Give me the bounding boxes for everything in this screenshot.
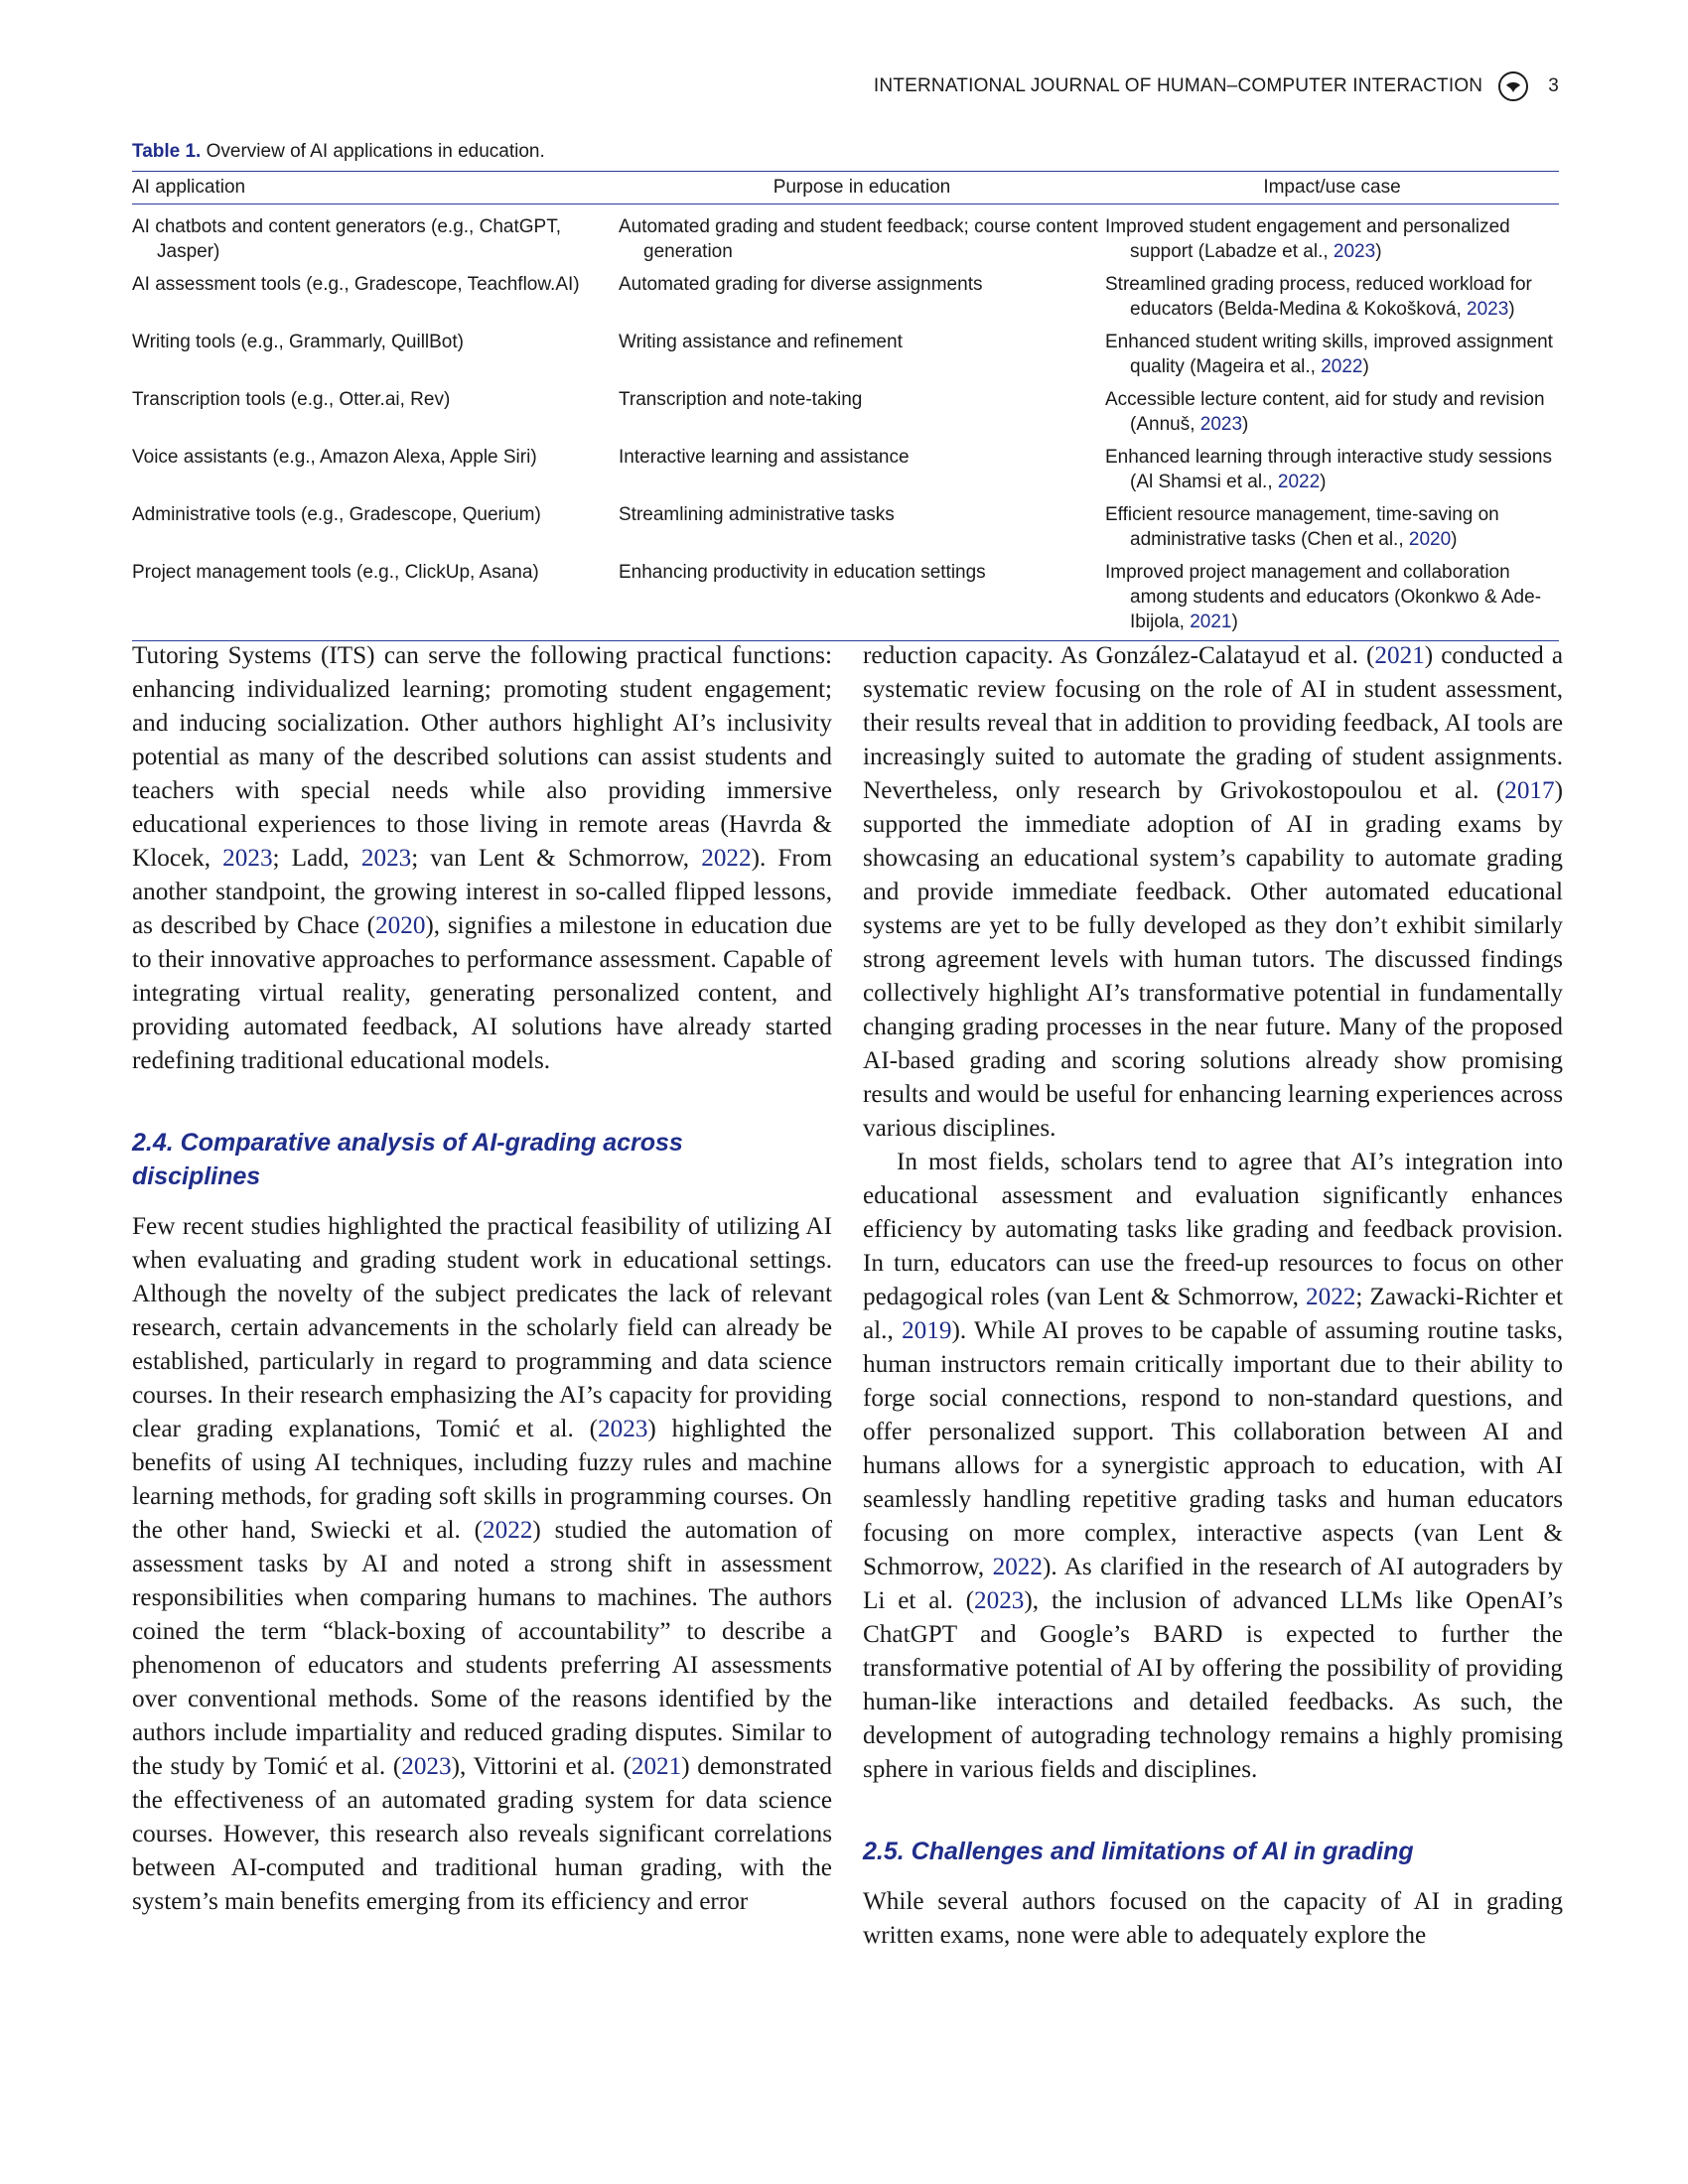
column-header: Impact/use case <box>1105 172 1559 205</box>
text-run: ), Vittorini et al. ( <box>451 1753 632 1780</box>
journal-logo-icon <box>1498 71 1528 101</box>
cell-application: Project management tools (e.g., ClickUp, Asana) <box>132 554 619 641</box>
journal-name: INTERNATIONAL JOURNAL OF HUMAN–COMPUTER INTERACTION <box>873 75 1483 96</box>
citation-link[interactable]: 2022 <box>701 845 752 872</box>
citation-link[interactable]: 2022 <box>1306 1284 1356 1310</box>
right-column <box>863 639 1563 1953</box>
text-run: Few recent studies highlighted the practical feasibility of utilizing AI when evaluating and grading student work in educational settings. Although the novelty of the subject predicates the lack of relevant research, certain advancements in the scholarly field can already be established, particularly in regard to programming and data science courses. In their research emphasizing the AI’s capacity for providing clear grading explanations, Tomić et al. ( <box>132 1213 832 1442</box>
text-run: ). While AI proves to be capable of assuming routine tasks, human instructors remain critically important due to their ability to forge social connections, respond to non-standard questions, and offer personalized support. This collaboration between AI and humans allows for a synergistic approach to education, with AI seamlessly handling repetitive grading tasks and human educators focusing on more complex, interactive aspects (van Lent & Schmorrow, <box>863 1317 1563 1580</box>
citation-link[interactable]: 2021 <box>1374 642 1425 669</box>
table-row <box>132 205 1559 267</box>
citation-link[interactable]: 2023 <box>974 1587 1025 1614</box>
table-1 <box>132 141 1559 641</box>
citation-link[interactable]: 2023 <box>1333 241 1376 262</box>
impact-text: Improved student engagement and personalized support (Labadze et al., <box>1105 216 1510 262</box>
text-run: ; van Lent & Schmorrow, <box>411 845 702 872</box>
text-run: ) studied the automation of assessment tasks by AI and noted a strong shift in assessment responsibilities when comparing humans to machines. The authors coined the term “black-boxing of accountability” to describe a phenomenon of educators and students preferring AI assessments over conventional methods. Some of the reasons identified by the authors include impartiality and reduced grading disputes. Similar to the study by Tomić et al. ( <box>132 1517 832 1780</box>
cell-impact <box>1105 496 1559 554</box>
cell-purpose: Automated grading for diverse assignments <box>619 274 983 295</box>
table-header-row <box>132 172 1559 205</box>
cell-impact <box>1105 205 1559 267</box>
cell-application: Writing tools (e.g., Grammarly, QuillBot) <box>132 332 464 352</box>
text-run: In most fields, scholars tend to agree that AI’s integration into educational assessment and evaluation significantly enhances efficiency by automating tasks like grading and feedback provision. In turn, educators can use the freed-up resources to focus on other pedagogical roles (van Lent & Schmorrow, <box>863 1149 1563 1310</box>
cell-impact <box>1105 381 1559 439</box>
table-label: Table 1. <box>132 141 202 162</box>
text-run: ). As clarified in the research of AI autograders by Li et al. ( <box>863 1554 1563 1614</box>
table-row <box>132 266 1559 324</box>
impact-text: Efficient resource management, time-saving on administrative tasks (Chen et al., <box>1105 504 1499 550</box>
citation-link[interactable]: 2021 <box>1190 612 1232 632</box>
paragraph <box>863 1146 1563 1787</box>
cell-application: Voice assistants (e.g., Amazon Alexa, Apple Siri) <box>132 447 537 468</box>
left-column <box>132 639 832 1919</box>
impact-text: Enhanced student writing skills, improved assignment quality (Mageira et al., <box>1105 332 1553 377</box>
cell-purpose: Writing assistance and refinement <box>619 332 903 352</box>
text-run: ) demonstrated the effectiveness of an automated grading system for data science courses. However, this research also reveals significant correlations between AI-computed and traditional human grading, with the system’s main benefits emerging from its efficiency and error <box>132 1753 832 1915</box>
text-run: ) highlighted the benefits of using AI techniques, including fuzzy rules and machine learning methods, for grading soft skills in programming courses. On the other hand, Swiecki et al. ( <box>132 1416 832 1544</box>
impact-close: ) <box>1451 529 1458 550</box>
paragraph <box>863 639 1563 1146</box>
cell-application: AI assessment tools (e.g., Gradescope, Teachflow.AI) <box>132 274 580 295</box>
text-run: reduction capacity. As González-Calatayud et al. ( <box>863 642 1375 669</box>
cell-purpose: Enhancing productivity in education settings <box>619 554 1105 641</box>
cell-application: AI chatbots and content generators (e.g., ChatGPT, Jasper) <box>132 216 561 262</box>
cell-purpose: Transcription and note-taking <box>619 389 863 410</box>
impact-text: Enhanced learning through interactive study sessions (Al Shamsi et al., <box>1105 447 1552 492</box>
table-caption <box>132 141 1559 163</box>
citation-link[interactable]: 2023 <box>401 1753 452 1780</box>
impact-text: Improved project management and collaboration among students and educators (Okonkwo & Ade-Ibijola, <box>1105 562 1542 632</box>
paragraph <box>132 639 832 1078</box>
table-row <box>132 324 1559 381</box>
citation-link[interactable]: 2023 <box>1199 414 1243 435</box>
impact-text: Streamlined grading process, reduced workload for educators (Belda-Medina & Kokošková, <box>1105 274 1532 320</box>
table-caption-text: Overview of AI applications in education. <box>206 141 545 162</box>
column-header: AI application <box>132 172 619 205</box>
table-row <box>132 554 1559 641</box>
cell-purpose: Streamlining administrative tasks <box>619 504 895 525</box>
citation-link[interactable]: 2017 <box>1504 777 1555 804</box>
citation-link[interactable]: 2020 <box>375 912 426 939</box>
text-run: ), the inclusion of advanced LLMs like OpenAI’s ChatGPT and Google’s BARD is expected to further the transformative potential of AI by offering the possibility of providing human-like interactions and detailed feedbacks. As such, the development of autograding technology remains a highly promising sphere in various fields and disciplines. <box>863 1587 1563 1783</box>
applications-table <box>132 171 1559 641</box>
cell-purpose: Automated grading and student feedback; course content generation <box>619 216 1098 262</box>
impact-close: ) <box>1242 414 1249 435</box>
text-run: ). From another standpoint, the growing interest in so-called flipped lessons, as described by Chace ( <box>132 845 832 939</box>
citation-link[interactable]: 2021 <box>631 1753 682 1780</box>
citation-link[interactable]: 2023 <box>360 845 412 872</box>
section-heading-2-4: 2.4. Comparative analysis of AI-grading across disciplines <box>132 1129 683 1190</box>
citation-link[interactable]: 2022 <box>1321 356 1363 377</box>
paragraph <box>132 1210 832 1919</box>
citation-link[interactable]: 2022 <box>1277 472 1321 492</box>
cell-application: Transcription tools (e.g., Otter.ai, Rev) <box>132 389 451 410</box>
impact-close: ) <box>1375 241 1382 262</box>
cell-impact <box>1105 324 1559 381</box>
impact-close: ) <box>1508 299 1515 320</box>
cell-impact <box>1105 439 1559 496</box>
running-header <box>129 71 1559 101</box>
table-row <box>132 496 1559 554</box>
text-run: ) conducted a systematic review focusing on the role of AI in student assessment, their results reveal that in addition to providing feedback, AI tools are increasingly suited to automate the grading of student assignments. Nevertheless, only research by Grivokostopoulou et al. ( <box>863 642 1563 804</box>
table-row <box>132 381 1559 439</box>
citation-link[interactable]: 2020 <box>1408 529 1452 550</box>
text-run: ; Ladd, <box>272 845 361 872</box>
citation-link[interactable]: 2023 <box>222 845 273 872</box>
impact-close: ) <box>1320 472 1327 492</box>
page-number: 3 <box>1548 75 1559 96</box>
citation-link[interactable]: 2023 <box>1467 299 1509 320</box>
impact-close: ) <box>1231 612 1238 632</box>
citation-link[interactable]: 2023 <box>598 1416 648 1442</box>
text-run: ; Zawacki-Richter et al., <box>863 1284 1563 1344</box>
paragraph: While several authors focused on the capacity of AI in grading written exams, none were able to adequately explore the <box>863 1888 1563 1949</box>
column-header: Purpose in education <box>619 172 1105 205</box>
table-row <box>132 439 1559 496</box>
cell-purpose: Interactive learning and assistance <box>619 447 910 468</box>
text-run: ), signifies a milestone in education due to their innovative approaches to performance assessment. Capable of integrating virtual reality, generating personalized content, and providing automated feedback, AI solutions have already started redefining traditional educational models. <box>132 912 832 1074</box>
citation-link[interactable]: 2022 <box>483 1517 533 1544</box>
citation-link[interactable]: 2022 <box>992 1554 1043 1580</box>
impact-text: Accessible lecture content, aid for study and revision (Annuš, <box>1105 389 1545 435</box>
citation-link[interactable]: 2019 <box>902 1317 952 1344</box>
text-run: Tutoring Systems (ITS) can serve the following practical functions: enhancing individualized learning; promoting student engagement; and inducing socialization. Other authors highlight AI’s inclusivity potential as many of the described solutions can assist students and teachers with special needs while also providing immersive educational experiences to those living in remote areas (Havrda & Klocek, <box>132 642 832 872</box>
cell-impact <box>1105 554 1559 641</box>
cell-impact <box>1105 266 1559 324</box>
text-run: ) supported the immediate adoption of AI in grading exams by showcasing an educational system’s capability to automate grading and provide immediate feedback. Other automated educational systems are yet to be fully developed as they don’t exhibit similarly strong agreement levels with human tutors. The discussed findings collectively highlight AI’s transformative potential in fundamentally changing grading processes in the near future. Many of the proposed AI-based grading and scoring solutions already show promising results and would be useful for enhancing learning experiences across various disciplines. <box>863 777 1563 1142</box>
cell-application: Administrative tools (e.g., Gradescope, Querium) <box>132 504 541 525</box>
section-heading-2-5: 2.5. Challenges and limitations of AI in grading <box>863 1838 1414 1865</box>
impact-close: ) <box>1362 356 1369 377</box>
